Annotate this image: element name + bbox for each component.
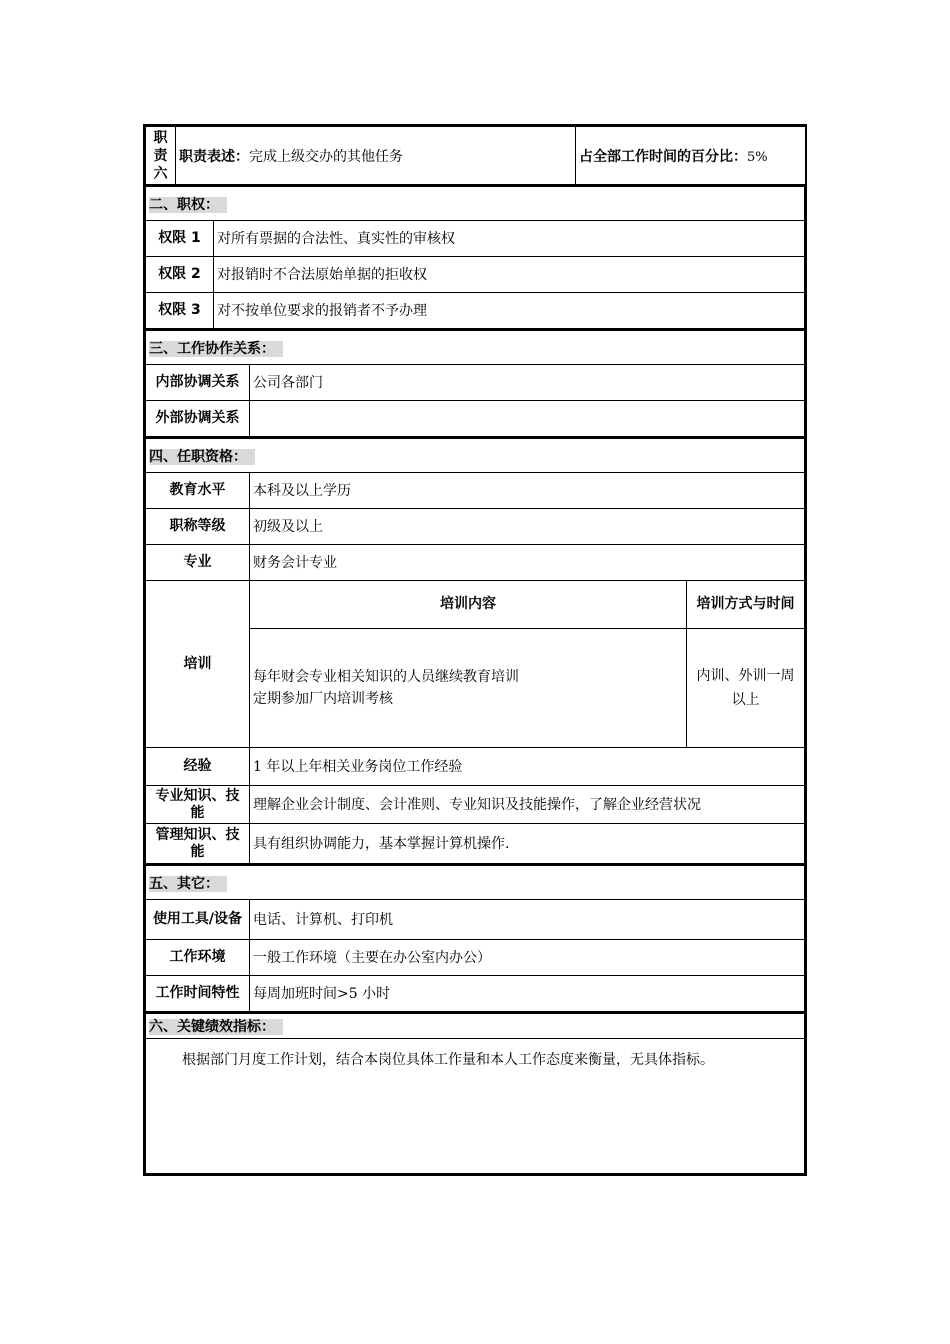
experience-value: 1 年以上年相关业务岗位工作经验 xyxy=(250,748,805,786)
training-method-value: 内训、外训一周以上 xyxy=(687,629,805,748)
environment-value: 一般工作环境（主要在办公室内办公） xyxy=(250,940,805,976)
title-level-label: 职称等级 xyxy=(146,509,250,545)
authority-value: 对不按单位要求的报销者不予办理 xyxy=(214,293,805,329)
relations-table xyxy=(145,329,805,437)
mgmt-skill-value: 具有组织协调能力，基本掌握计算机操作. xyxy=(250,824,805,864)
work-time-value: 每周加班时间>5 小时 xyxy=(250,976,805,1012)
title-level-value: 初级及以上 xyxy=(250,509,805,545)
relation-value xyxy=(250,401,805,437)
major-label: 专业 xyxy=(146,545,250,581)
major-value: 财务会计专业 xyxy=(250,545,805,581)
tools-value: 电话、计算机、打印机 xyxy=(250,900,805,940)
environment-label: 工作环境 xyxy=(146,940,250,976)
duty6-desc-label: 职责表述： xyxy=(179,148,249,165)
education-label: 教育水平 xyxy=(146,473,250,509)
section-heading-other xyxy=(146,865,805,900)
section-title: 六、关键绩效指标： xyxy=(149,1019,283,1035)
duty6-table xyxy=(145,126,806,185)
relation-label: 外部协调关系 xyxy=(146,401,250,437)
authority-table xyxy=(145,185,805,329)
tools-label: 使用工具/设备 xyxy=(146,900,250,940)
pro-skill-value: 理解企业会计制度、会计准则、专业知识及技能操作，了解企业经营状况 xyxy=(250,786,805,824)
duty6-label: 职 责 六 xyxy=(146,127,176,185)
section-heading-kpi xyxy=(146,1013,805,1039)
training-content-line: 每年财会专业相关知识的人员继续教育培训 xyxy=(253,669,519,685)
kpi-text: 根据部门月度工作计划，结合本岗位具体工作量和本人工作态度来衡量，无具体指标。 xyxy=(146,1039,805,1174)
other-table xyxy=(145,864,805,1012)
duty6-percentage xyxy=(576,127,806,185)
section-heading-authority xyxy=(146,186,805,221)
duty6-pct-label: 占全部工作时间的百分比： xyxy=(579,148,747,165)
kpi-table xyxy=(145,1012,805,1174)
training-content xyxy=(250,629,687,748)
section-title: 四、任职资格： xyxy=(149,449,255,465)
duty6-pct-value: 5% xyxy=(747,149,768,165)
job-description-table xyxy=(143,124,807,1176)
training-content-header: 培训内容 xyxy=(250,581,687,629)
training-method-header: 培训方式与时间 xyxy=(687,581,805,629)
training-label: 培训 xyxy=(146,581,250,748)
education-value: 本科及以上学历 xyxy=(250,473,805,509)
pro-skill-label: 专业知识、技能 xyxy=(146,786,250,824)
authority-label: 权限 2 xyxy=(146,257,214,293)
qualification-table xyxy=(145,437,805,864)
authority-label: 权限 3 xyxy=(146,293,214,329)
experience-label: 经验 xyxy=(146,748,250,786)
mgmt-skill-label: 管理知识、技能 xyxy=(146,824,250,864)
training-content-line: 定期参加厂内培训考核 xyxy=(253,691,393,707)
section-title: 二、职权： xyxy=(149,197,227,213)
work-time-label: 工作时间特性 xyxy=(146,976,250,1012)
authority-label: 权限 1 xyxy=(146,221,214,257)
section-title: 三、工作协作关系： xyxy=(149,341,283,357)
section-heading-relations xyxy=(146,330,805,365)
section-heading-qualification xyxy=(146,438,805,473)
duty6-description xyxy=(176,127,576,185)
relation-label: 内部协调关系 xyxy=(146,365,250,401)
relation-value: 公司各部门 xyxy=(250,365,805,401)
duty6-desc-value: 完成上级交办的其他任务 xyxy=(249,148,403,165)
authority-value: 对所有票据的合法性、真实性的审核权 xyxy=(214,221,805,257)
authority-value: 对报销时不合法原始单据的拒收权 xyxy=(214,257,805,293)
section-title: 五、其它： xyxy=(149,876,227,892)
